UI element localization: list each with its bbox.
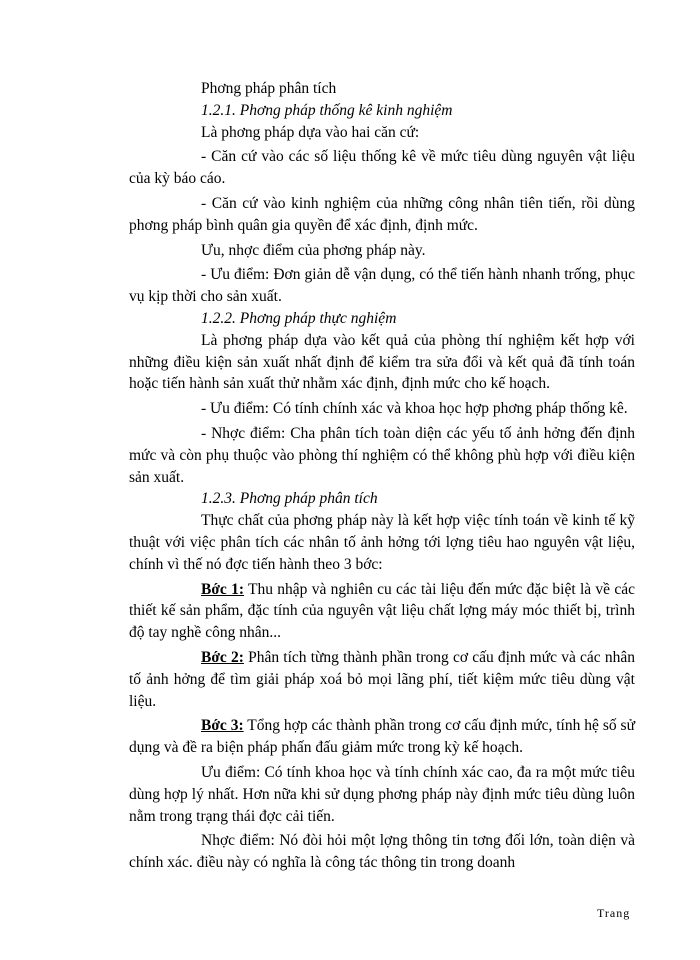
step-label: Bớc 1: [201, 580, 245, 598]
step-text: Phân tích từng thành phần trong cơ cấu định mức và các nhân tố ảnh hởng để tìm giải pháp xoá bỏ mọi lãng phí, tiết kiệm mức tiêu dùng vật liệu. [129, 648, 635, 710]
paragraph: Thực chất của phơng pháp này là kết hợp việc tính toán về kinh tế kỹ thuật với việc phân tích các nhân tố ảnh hởng tới lợng tiêu hao nguyên vật liệu, chính vì thế nó đợc tiến hành theo 3 bớc: [129, 512, 635, 573]
section-heading-1: 1.2.1. Phơng pháp thống kê kinh nghiệm [201, 101, 453, 119]
top-heading: Phơng pháp phân tích [201, 80, 337, 97]
paragraph: - Ưu điểm: Đơn giản dễ vận dụng, có thể tiến hành nhanh trống, phục vụ kịp thời cho sản xuất. [129, 266, 635, 306]
step-paragraph-2 [129, 647, 635, 712]
page-footer: Trang [597, 906, 631, 920]
section-heading-3: 1.2.3. Phơng pháp phân tích [201, 490, 378, 508]
paragraph: - Ưu điểm: Có tính chính xác và khoa học hợp phơng pháp thống kê. [201, 400, 628, 418]
paragraph: Là phơng pháp dựa vào kết quả của phòng thí nghiệm kết hợp với những điều kiện sản xuất nhất định để kiểm tra sửa đổi và kết quả đã tính toán hoặc tiến hành sản xuất thử nhằm xác định, định mức cho kế hoạch. [129, 331, 635, 393]
paragraph: Nhợc điểm: Nó đòi hỏi một lợng thông tin tơng đối lớn, toàn diện và chính xác. điều này có nghĩa là công tác thông tin trong doanh [129, 832, 635, 872]
step-label: Bớc 2: [201, 648, 244, 666]
paragraph: - Căn cứ vào các số liệu thống kê về mức tiêu dùng nguyên vật liệu của kỳ báo cáo. [129, 148, 635, 188]
step-paragraph-3 [129, 715, 635, 759]
document-body [129, 78, 635, 874]
step-text: Thu nhập và nghiên cu các tài liệu đến mức đặc biệt là về các thiết kế sản phẩm, đặc tính của nguyên vật liệu chất lợng máy móc thiết bị, trình độ tay nghề công nhân... [129, 580, 635, 642]
step-text: Tổng hợp các thành phần trong cơ cấu định mức, tính hệ số sử dụng và đề ra biện pháp phấn đấu giảm mức trong kỳ kế hoạch. [129, 717, 635, 757]
step-label: Bớc 3: [201, 717, 244, 735]
paragraph: - Căn cứ vào kinh nghiệm của những công nhân tiên tiến, rồi dùng phơng pháp bình quân gia quyền để xác định, định mức. [129, 194, 635, 234]
paragraph: Ưu điểm: Có tính khoa học và tính chính xác cao, đa ra một mức tiêu dùng hợp lý nhất. Hơn nữa khi sử dụng phơng pháp này định mức tiêu dùng luôn nằm trong trạng thái đợc cải tiến. [129, 763, 635, 825]
paragraph: Là phơng pháp dựa vào hai căn cứ: [201, 123, 420, 141]
section-heading-2: 1.2.2. Phơng pháp thực nghiệm [201, 309, 397, 327]
paragraph: - Nhợc điểm: Cha phân tích toàn diện các yếu tố ảnh hởng đến định mức và còn phụ thuộc vào phòng thí nghiệm có thể không phù hợp với điều kiện sản xuất. [129, 424, 635, 486]
paragraph: Ưu, nhợc điểm của phơng pháp này. [201, 241, 426, 259]
step-paragraph-1 [129, 579, 635, 644]
